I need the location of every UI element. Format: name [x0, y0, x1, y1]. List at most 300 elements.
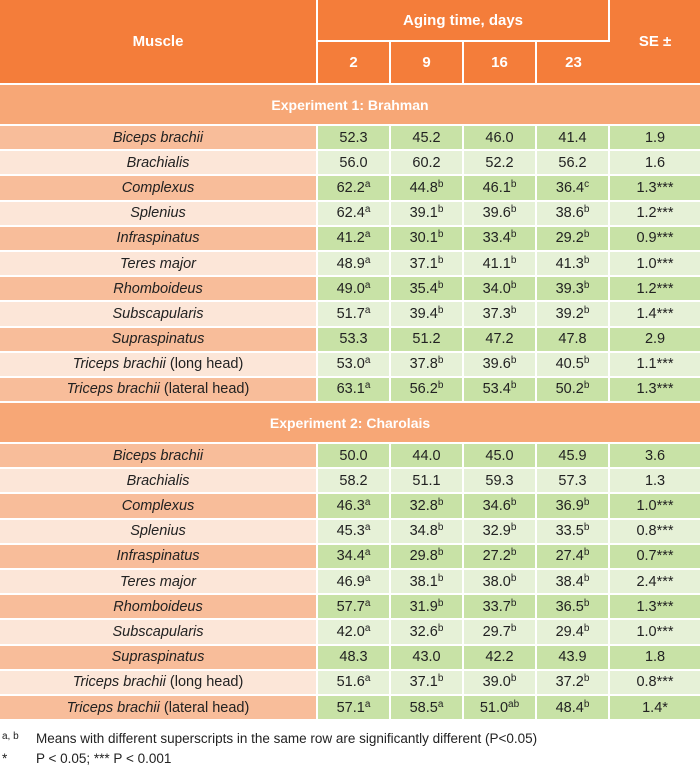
value-cell — [318, 378, 391, 403]
value-cell — [391, 570, 464, 595]
table-row — [0, 595, 700, 620]
significance-mark: *** — [656, 548, 674, 565]
footnote-superscripts — [0, 729, 700, 749]
muscle-name: Complexus — [121, 498, 195, 515]
value-cell — [318, 520, 391, 545]
se-value: 1.3 — [644, 472, 666, 489]
footnote-significance — [0, 749, 700, 769]
table-row — [0, 202, 700, 227]
superscript: b — [437, 178, 444, 190]
superscript: b — [510, 380, 517, 392]
table-row — [0, 469, 700, 494]
muscle-name-cell — [0, 302, 318, 327]
superscript: a — [364, 622, 371, 634]
superscript: a — [364, 178, 371, 190]
value-cell — [318, 202, 391, 227]
muscle-name-cell — [0, 353, 318, 378]
value-cell — [318, 671, 391, 696]
value-cell — [464, 570, 537, 595]
table-row — [0, 620, 700, 645]
value: 38.6 — [555, 205, 584, 222]
muscle-name-cell — [0, 595, 318, 620]
superscript: b — [510, 597, 517, 609]
value-cell — [391, 696, 464, 721]
value-cell — [391, 328, 464, 353]
value-cell — [391, 494, 464, 519]
value-cell — [537, 126, 610, 151]
value: 31.9 — [409, 598, 438, 615]
value: 49.0 — [336, 280, 365, 297]
value-cell — [318, 696, 391, 721]
muscle-name-cell — [0, 696, 318, 721]
value: 33.4 — [482, 230, 511, 247]
muscle-name-cell — [0, 570, 318, 595]
value-cell — [537, 444, 610, 469]
value-cell — [537, 545, 610, 570]
superscript: b — [437, 355, 444, 367]
value-cell — [391, 378, 464, 403]
muscle-name-cell — [0, 151, 318, 176]
se-cell — [610, 444, 700, 469]
se-value: 1.3 — [636, 598, 657, 615]
se-cell — [610, 570, 700, 595]
muscle-name-cell — [0, 520, 318, 545]
se-cell — [610, 378, 700, 403]
value: 56.2 — [558, 154, 587, 171]
se-value: 1.1 — [636, 356, 657, 373]
superscript: c — [584, 178, 590, 190]
muscle-name: Rhomboideus — [113, 598, 203, 615]
value-cell — [464, 151, 537, 176]
value: 52.2 — [485, 154, 514, 171]
value-cell — [318, 252, 391, 277]
value-cell — [537, 353, 610, 378]
value-cell — [391, 520, 464, 545]
value: 37.2 — [555, 674, 584, 691]
value-cell — [464, 444, 537, 469]
superscript: b — [510, 204, 517, 216]
value: 57.7 — [336, 598, 365, 615]
superscript: b — [437, 547, 444, 559]
value: 35.4 — [409, 280, 438, 297]
muscle-name-cell — [0, 545, 318, 570]
table-row — [0, 570, 700, 595]
value-cell — [391, 353, 464, 378]
muscle-name-cell — [0, 620, 318, 645]
superscript: b — [437, 622, 444, 634]
muscle-name: Triceps brachii — [66, 381, 160, 398]
value-cell — [537, 151, 610, 176]
value: 53.0 — [336, 356, 365, 373]
value: 37.3 — [482, 305, 511, 322]
muscle-name-cell — [0, 494, 318, 519]
value: 53.4 — [482, 381, 511, 398]
value-cell — [464, 302, 537, 327]
day-header: 2 — [318, 42, 391, 85]
muscle-name: Supraspinatus — [111, 649, 205, 666]
significance-mark: *** — [656, 280, 674, 297]
se-value: 1.6 — [644, 154, 666, 171]
superscript: b — [510, 673, 517, 685]
value: 29.7 — [482, 623, 511, 640]
value: 51.6 — [336, 674, 365, 691]
value-cell — [318, 570, 391, 595]
value: 58.5 — [409, 699, 438, 716]
value-cell — [464, 126, 537, 151]
value: 37.1 — [409, 255, 438, 272]
se-cell — [610, 620, 700, 645]
muscle-name: Subscapularis — [112, 305, 204, 322]
value-cell — [391, 302, 464, 327]
se-value: 1.2 — [636, 205, 657, 222]
se-value: 1.3 — [636, 381, 657, 398]
significance-mark: *** — [656, 598, 674, 615]
value-cell — [391, 620, 464, 645]
muscle-name-cell — [0, 252, 318, 277]
muscle-name-cell — [0, 328, 318, 353]
value: 46.1 — [482, 179, 511, 196]
superscript: b — [510, 497, 517, 509]
value: 53.3 — [339, 331, 368, 348]
superscript: a — [364, 698, 371, 710]
value-cell — [318, 469, 391, 494]
value: 39.6 — [482, 356, 511, 373]
value-cell — [391, 126, 464, 151]
muscle-name: Brachialis — [126, 472, 190, 489]
value: 45.9 — [558, 447, 587, 464]
superscript: a — [364, 497, 371, 509]
value: 39.6 — [482, 205, 511, 222]
value-cell — [318, 176, 391, 201]
value: 34.4 — [336, 548, 365, 565]
superscript: b — [437, 204, 444, 216]
value: 41.3 — [555, 255, 584, 272]
muscle-name: Triceps brachii — [72, 356, 166, 373]
muscle-name-cell — [0, 444, 318, 469]
se-value: 3.6 — [644, 447, 666, 464]
value-cell — [391, 671, 464, 696]
value: 48.3 — [339, 649, 368, 666]
value-cell — [318, 353, 391, 378]
se-value: 1.8 — [644, 649, 666, 666]
se-cell — [610, 277, 700, 302]
value: 33.7 — [482, 598, 511, 615]
value: 29.8 — [409, 548, 438, 565]
table-row — [0, 227, 700, 252]
table-row — [0, 378, 700, 403]
muscle-name-cell — [0, 646, 318, 671]
superscript: a — [364, 355, 371, 367]
se-cell — [610, 595, 700, 620]
table-row — [0, 696, 700, 721]
value-cell — [537, 696, 610, 721]
superscript: a — [364, 279, 371, 291]
superscript: b — [437, 673, 444, 685]
se-value: 2.4 — [636, 573, 657, 590]
value: 62.2 — [336, 179, 365, 196]
se-cell — [610, 353, 700, 378]
value: 33.5 — [555, 523, 584, 540]
superscript: a — [364, 572, 371, 584]
experiment-title: Experiment 2: Charolais — [0, 403, 700, 444]
se-value: 1.4 — [642, 699, 663, 716]
value-cell — [391, 444, 464, 469]
muscle-name: Teres major — [119, 573, 197, 590]
superscript: b — [583, 572, 590, 584]
superscript: b — [583, 622, 590, 634]
muscle-name: Triceps brachii — [66, 699, 160, 716]
value-cell — [537, 378, 610, 403]
footnote-mark: * — [2, 751, 8, 767]
value: 51.1 — [412, 472, 441, 489]
superscript: b — [583, 279, 590, 291]
value-cell — [391, 469, 464, 494]
se-cell — [610, 202, 700, 227]
significance-mark: *** — [656, 230, 674, 247]
value: 50.0 — [339, 447, 368, 464]
superscript: b — [510, 355, 517, 367]
superscript: a — [364, 229, 371, 241]
se-cell — [610, 696, 700, 721]
value-cell — [464, 328, 537, 353]
value-cell — [464, 494, 537, 519]
se-cell — [610, 126, 700, 151]
superscript: b — [583, 380, 590, 392]
superscript: a — [364, 304, 371, 316]
se-cell — [610, 252, 700, 277]
value-cell — [318, 126, 391, 151]
muscle-name-suffix: (lateral head) — [159, 699, 250, 716]
value: 51.0 — [479, 699, 509, 716]
se-cell — [610, 545, 700, 570]
se-value: 0.9 — [636, 230, 657, 247]
value-cell — [391, 595, 464, 620]
value: 63.1 — [336, 381, 365, 398]
value: 38.0 — [482, 573, 511, 590]
value-cell — [391, 545, 464, 570]
superscript: b — [583, 355, 590, 367]
muscle-name: Biceps brachii — [112, 129, 204, 146]
table-row — [0, 520, 700, 545]
muscle-name: Infraspinatus — [116, 230, 200, 247]
value-cell — [537, 227, 610, 252]
muscle-header: Muscle — [0, 0, 318, 85]
se-value: 0.8 — [636, 674, 657, 691]
value-cell — [464, 646, 537, 671]
muscle-name: Complexus — [121, 179, 195, 196]
value-cell — [464, 545, 537, 570]
value: 51.7 — [336, 305, 365, 322]
value: 56.2 — [409, 381, 438, 398]
value-cell — [537, 620, 610, 645]
value-cell — [464, 202, 537, 227]
table-row — [0, 151, 700, 176]
se-cell — [610, 328, 700, 353]
superscript: a — [364, 254, 371, 266]
muscle-name-cell — [0, 227, 318, 252]
table-row — [0, 252, 700, 277]
value: 47.8 — [558, 331, 587, 348]
value: 36.9 — [555, 498, 584, 515]
value-cell — [464, 595, 537, 620]
value: 60.2 — [412, 154, 441, 171]
value: 40.5 — [555, 356, 584, 373]
value: 43.9 — [558, 649, 587, 666]
muscle-name: Splenius — [130, 205, 186, 222]
value-cell — [537, 202, 610, 227]
value: 46.0 — [485, 129, 514, 146]
footnote-text: Means with different superscripts in the same row are significantly different (P<0.05) — [36, 731, 538, 747]
value-cell — [464, 620, 537, 645]
superscript: b — [437, 304, 444, 316]
table-row — [0, 176, 700, 201]
se-cell — [610, 520, 700, 545]
superscript: b — [510, 547, 517, 559]
se-cell — [610, 469, 700, 494]
value: 45.0 — [485, 447, 514, 464]
se-header: SE ± — [610, 0, 700, 85]
value-cell — [537, 328, 610, 353]
superscript: b — [583, 673, 590, 685]
significance-mark: *** — [656, 573, 674, 590]
muscle-name: Teres major — [119, 255, 197, 272]
value: 62.4 — [336, 205, 365, 222]
significance-mark: *** — [656, 381, 674, 398]
se-value: 1.2 — [636, 280, 657, 297]
se-cell — [610, 671, 700, 696]
value: 32.6 — [409, 623, 438, 640]
value-cell — [318, 227, 391, 252]
table-row — [0, 671, 700, 696]
superscript: b — [510, 254, 517, 266]
value-cell — [391, 151, 464, 176]
superscript: b — [437, 279, 444, 291]
value: 41.1 — [482, 255, 511, 272]
table-row — [0, 277, 700, 302]
value: 30.1 — [409, 230, 438, 247]
aging-time-header: Aging time, days — [318, 0, 610, 42]
value: 44.8 — [409, 179, 438, 196]
se-cell — [610, 646, 700, 671]
value-cell — [537, 570, 610, 595]
muscle-name: Brachialis — [126, 154, 190, 171]
value: 43.0 — [412, 649, 441, 666]
muscle-name-cell — [0, 671, 318, 696]
value: 38.4 — [555, 573, 584, 590]
superscript: b — [583, 522, 590, 534]
se-value: 1.4 — [636, 305, 657, 322]
value-cell — [537, 469, 610, 494]
value: 45.2 — [412, 129, 441, 146]
muscle-name: Biceps brachii — [112, 447, 204, 464]
value-cell — [318, 545, 391, 570]
superscript: b — [583, 547, 590, 559]
superscript: b — [510, 622, 517, 634]
day-header: 9 — [391, 42, 464, 85]
footnotes — [0, 729, 700, 769]
experiment-title: Experiment 1: Brahman — [0, 85, 700, 126]
superscript: b — [583, 229, 590, 241]
value-cell — [464, 227, 537, 252]
table-row — [0, 444, 700, 469]
superscript: b — [583, 698, 590, 710]
table-row — [0, 328, 700, 353]
value: 50.2 — [555, 381, 584, 398]
value-cell — [391, 277, 464, 302]
value: 29.4 — [555, 623, 584, 640]
se-cell — [610, 176, 700, 201]
value: 39.4 — [409, 305, 438, 322]
superscript: b — [510, 522, 517, 534]
se-cell — [610, 494, 700, 519]
superscript: b — [437, 254, 444, 266]
value-cell — [391, 646, 464, 671]
value: 58.2 — [339, 472, 368, 489]
value-cell — [391, 252, 464, 277]
value-cell — [537, 520, 610, 545]
value: 39.1 — [409, 205, 438, 222]
value: 56.0 — [339, 154, 368, 171]
value: 41.4 — [558, 129, 587, 146]
superscript: a — [437, 698, 444, 710]
superscript: b — [437, 380, 444, 392]
value: 36.4 — [555, 179, 585, 196]
significance-mark: *** — [656, 179, 674, 196]
value-cell — [391, 202, 464, 227]
value-cell — [464, 353, 537, 378]
value-cell — [464, 469, 537, 494]
value: 45.3 — [336, 523, 365, 540]
table-row — [0, 353, 700, 378]
value: 41.2 — [336, 230, 365, 247]
value: 46.9 — [336, 573, 365, 590]
value: 38.1 — [409, 573, 438, 590]
value: 32.9 — [482, 523, 511, 540]
superscript: b — [583, 254, 590, 266]
superscript: a — [364, 597, 371, 609]
muscle-name-suffix: (long head) — [165, 674, 244, 691]
value-cell — [464, 252, 537, 277]
value-cell — [464, 671, 537, 696]
value-cell — [318, 151, 391, 176]
value: 48.4 — [555, 699, 584, 716]
superscript: b — [510, 304, 517, 316]
value-cell — [537, 176, 610, 201]
se-value: 1.0 — [636, 623, 657, 640]
value-cell — [537, 252, 610, 277]
value: 44.0 — [412, 447, 441, 464]
value: 39.3 — [555, 280, 584, 297]
value: 32.8 — [409, 498, 438, 515]
superscript: a — [364, 547, 371, 559]
se-cell — [610, 227, 700, 252]
significance-mark: *** — [656, 205, 674, 222]
table-row — [0, 646, 700, 671]
value: 57.1 — [336, 699, 365, 716]
value-cell — [537, 494, 610, 519]
se-value: 1.0 — [636, 255, 657, 272]
value-cell — [464, 176, 537, 201]
muscle-name: Splenius — [130, 523, 186, 540]
superscript: b — [510, 178, 517, 190]
muscle-name-cell — [0, 202, 318, 227]
value-cell — [537, 646, 610, 671]
value: 27.2 — [482, 548, 511, 565]
superscript: b — [437, 572, 444, 584]
value: 47.2 — [485, 331, 514, 348]
muscle-name-suffix: (lateral head) — [159, 381, 250, 398]
value: 36.5 — [555, 598, 584, 615]
